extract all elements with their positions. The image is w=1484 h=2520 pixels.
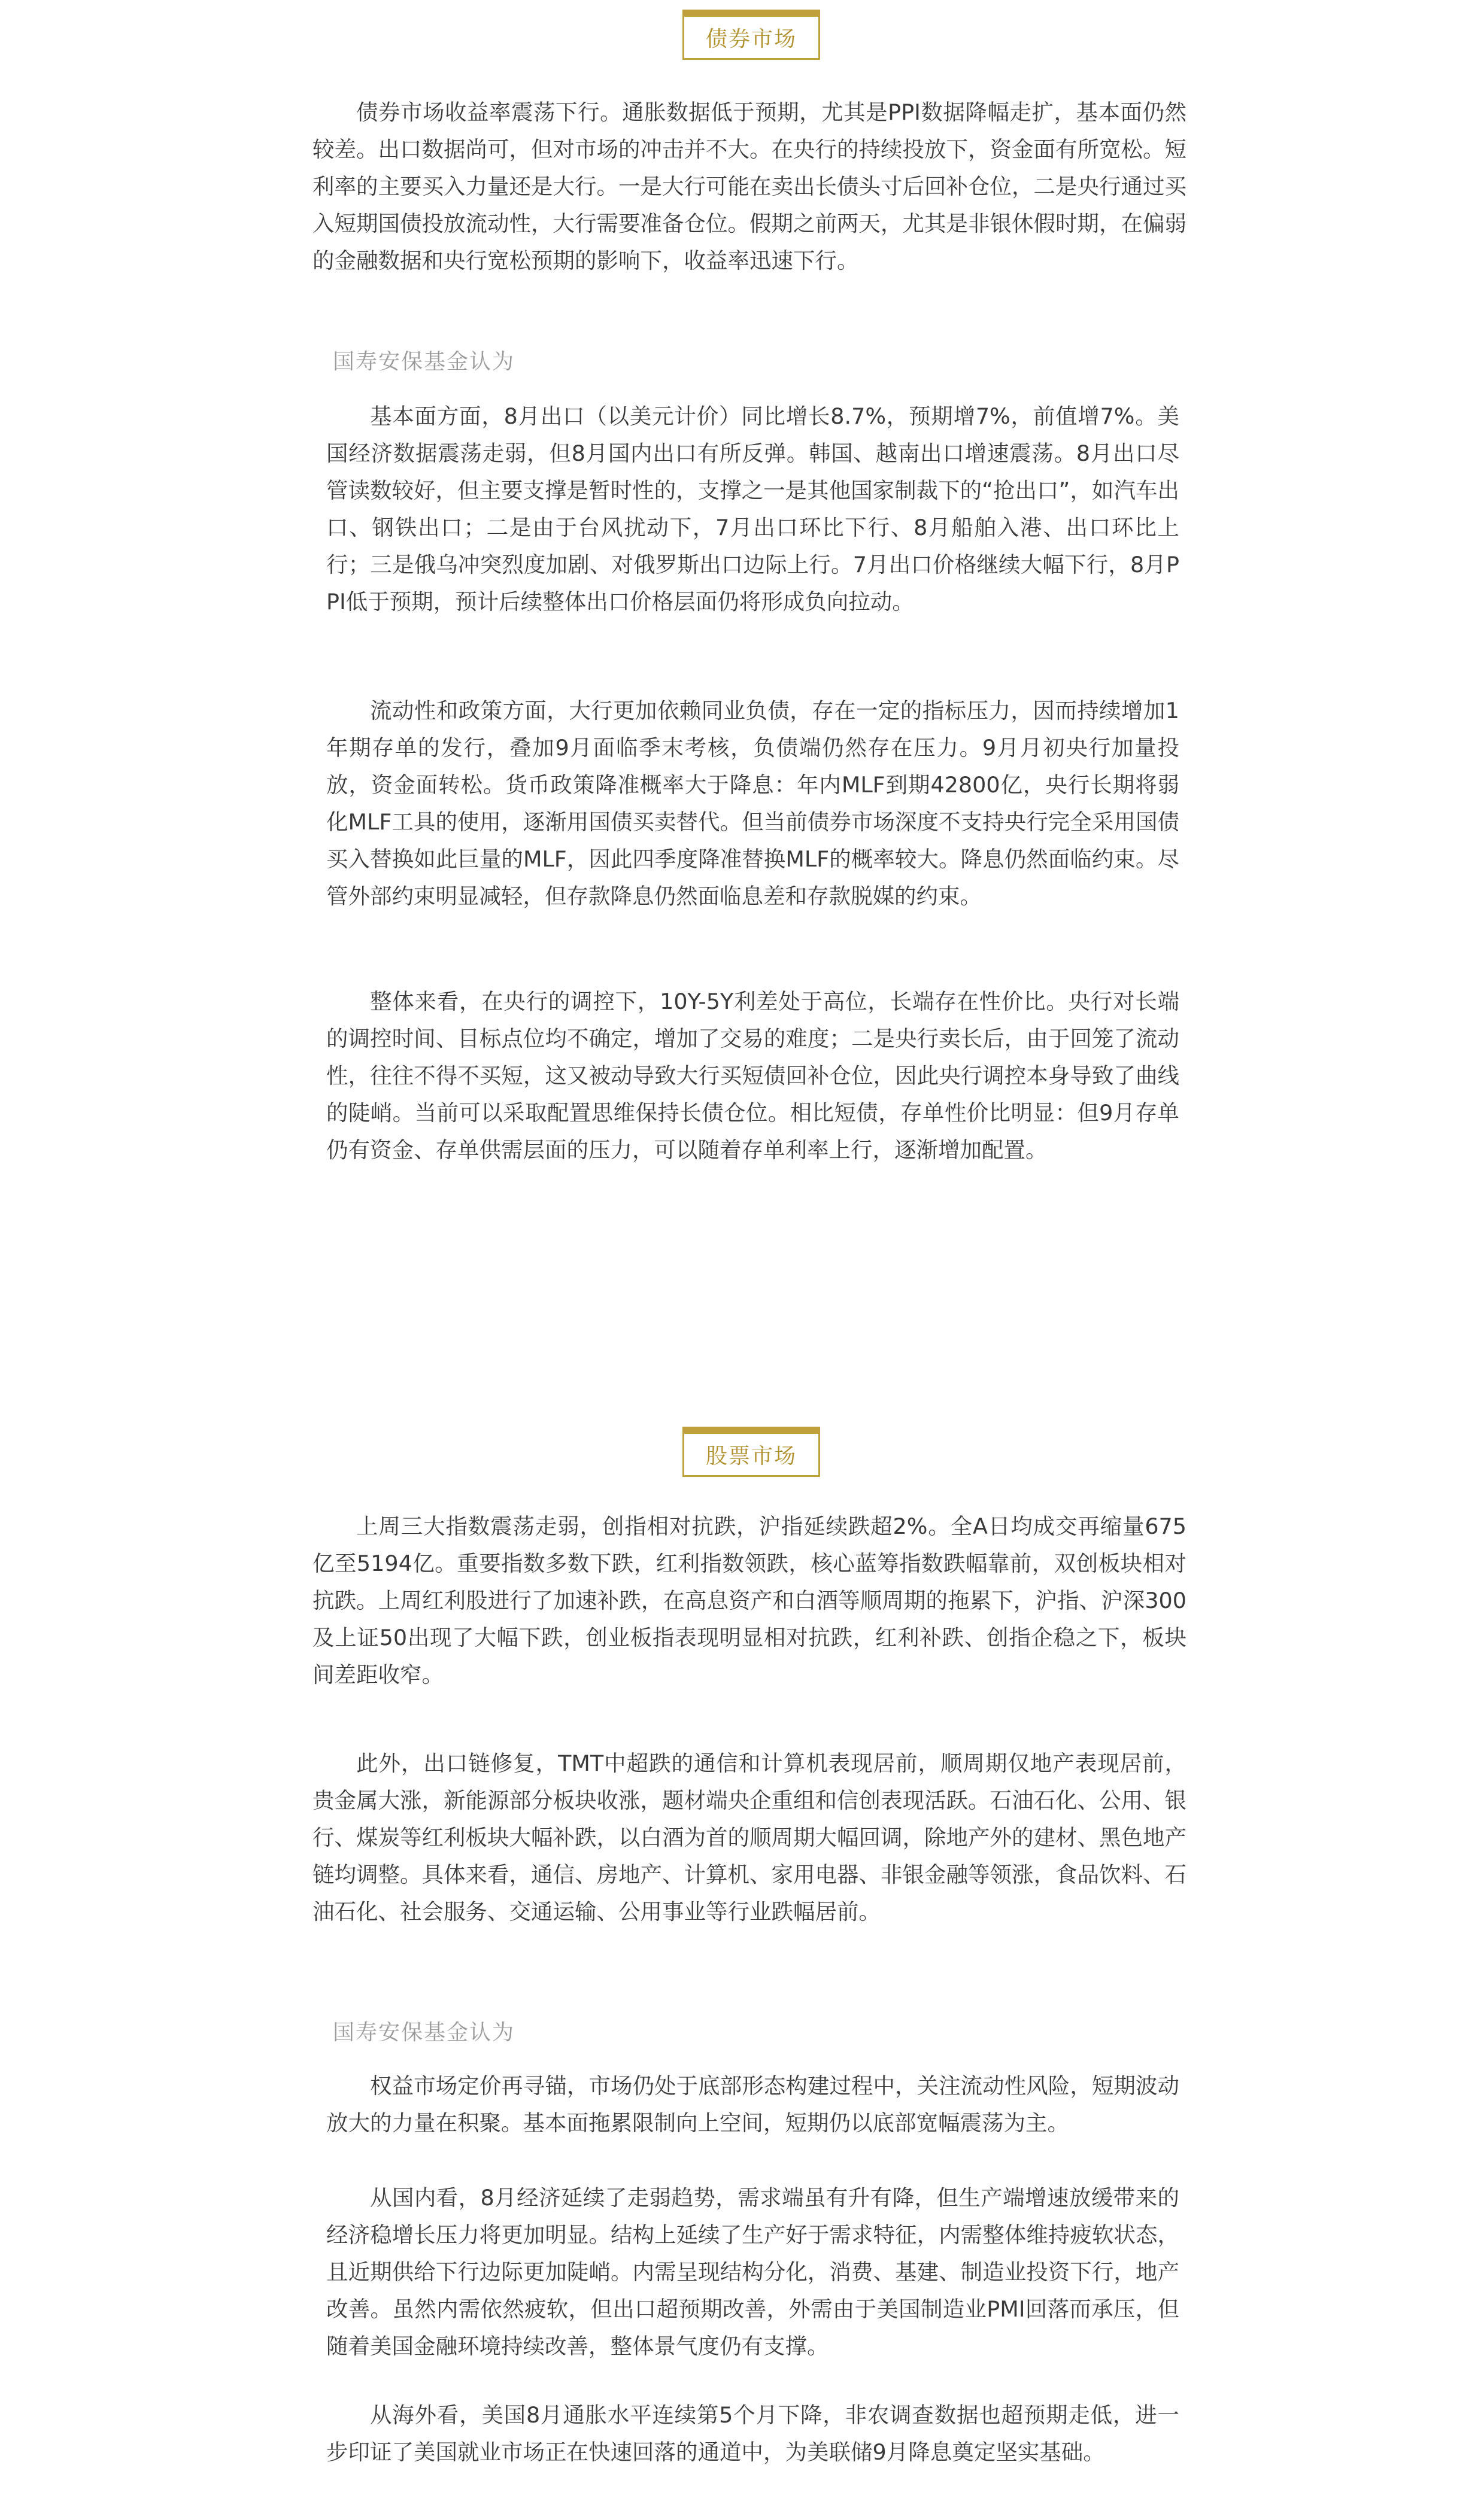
stock-paragraph-overseas: 从海外看，美国8月通胀水平连续第5个月下降，非农调查数据也超预期走低，进一步印证了美国就业市场正在快速回落的通道中，为美联储9月降息奠定坚实基础。 [326, 2402, 1179, 2465]
stock-intro-paragraph-1: 上周三大指数震荡走弱，创指相对抗跌，沪指延续跌超2%。全A日均成交再缩量675亿至5194亿。重要指数多数下跌，红利指数领跌，核心蓝筹指数跌幅靠前，双创板块相对抗跌。上周红利股进行了加速补跌，在高息资产和白酒等顺周期的拖累下，沪指、沪深300及上证50出现了大幅下跌，创业板指表现明显相对抗跌，红利补跌、创指企稳之下，板块间差距收窄。 [312, 1513, 1186, 1688]
stock-section-badge: 股票市场 [682, 1427, 820, 1477]
stock-paragraph-valuation: 权益市场定价再寻锚，市场仍处于底部形态构建过程中，关注流动性风险，短期波动放大的力量在积聚。基本面拖累限制向上空间，短期仍以底部宽幅震荡为主。 [326, 2073, 1179, 2136]
bond-paragraph-liquidity: 流动性和政策方面，大行更加依赖同业负债，存在一定的指标压力，因而持续增加1年期存单的发行，叠加9月面临季末考核，负债端仍然存在压力。9月月初央行加量投放，资金面转松。货币政策降准概率大于降息：年内MLF到期42800亿，央行长期将弱化MLF工具的使用，逐渐用国债买卖替代。但当前债券市场深度不支持央行完全采用国债买入替换如此巨量的MLF，因此四季度降准替换MLF的概率较大。降息仍然面临约束。尽管外部约束明显减轻，但存款降息仍然面临息差和存款脱媒的约束。 [326, 698, 1179, 909]
stock-intro-paragraph-2: 此外，出口链修复，TMT中超跌的通信和计算机表现居前，顺周期仅地产表现居前，贵金属大涨，新能源部分板块收涨，题材端央企重组和信创表现活跃。石油石化、公用、银行、煤炭等红利板块大幅补跌，以白酒为首的顺周期大幅回调，除地产外的建材、黑色地产链均调整。具体来看，通信、房地产、计算机、家用电器、非银金融等领涨，食品饮料、石油石化、社会服务、交通运输、公用事业等行业跌幅居前。 [312, 1750, 1186, 1925]
bond-section-badge: 债券市场 [682, 10, 820, 60]
bond-paragraph-overall: 整体来看，在央行的调控下，10Y-5Y利差处于高位，长端存在性价比。央行对长端的调控时间、目标点位均不确定，增加了交易的难度；二是央行卖长后，由于回笼了流动性，往往不得不买短，这又被动导致大行买短债回补仓位，因此央行调控本身导致了曲线的陡峭。当前可以采取配置思维保持长债仓位。相比短债，存单性价比明显：但9月存单仍有资金、存单供需层面的压力，可以随着存单利率上行，逐渐增加配置。 [326, 989, 1179, 1163]
stock-view-heading: 国寿安保基金认为 [333, 2020, 515, 2045]
bond-view-heading: 国寿安保基金认为 [333, 349, 515, 374]
stock-paragraph-domestic: 从国内看，8月经济延续了走弱趋势，需求端虽有升有降，但生产端增速放缓带来的经济稳增长压力将更加明显。结构上延续了生产好于需求特征，内需整体维持疲软状态，且近期供给下行边际更加陡峭。内需呈现结构分化，消费、基建、制造业投资下行，地产改善。虽然内需依然疲软，但出口超预期改善，外需由于美国制造业PMI回落而承压，但随着美国金融环境持续改善，整体景气度仍有支撑。 [326, 2185, 1179, 2359]
bond-intro-paragraph: 债券市场收益率震荡下行。通胀数据低于预期，尤其是PPI数据降幅走扩，基本面仍然较差。出口数据尚可，但对市场的冲击并不大。在央行的持续投放下，资金面有所宽松。短利率的主要买入力量还是大行。一是大行可能在卖出长债头寸后回补仓位，二是央行通过买入短期国债投放流动性，大行需要准备仓位。假期之前两天，尤其是非银休假时期，在偏弱的金融数据和央行宽松预期的影响下，收益率迅速下行。 [312, 99, 1186, 273]
bond-paragraph-fundamentals: 基本面方面，8月出口（以美元计价）同比增长8.7%，预期增7%，前值增7%。美国经济数据震荡走弱，但8月国内出口有所反弹。韩国、越南出口增速震荡。8月出口尽管读数较好，但主要支撑是暂时性的，支撑之一是其他国家制裁下的“抢出口”，如汽车出口、钢铁出口；二是由于台风扰动下，7月出口环比下行、8月船舶入港、出口环比上行；三是俄乌冲突烈度加剧、对俄罗斯出口边际上行。7月出口价格继续大幅下行，8月PPI低于预期，预计后续整体出口价格层面仍将形成负向拉动。 [326, 403, 1179, 615]
